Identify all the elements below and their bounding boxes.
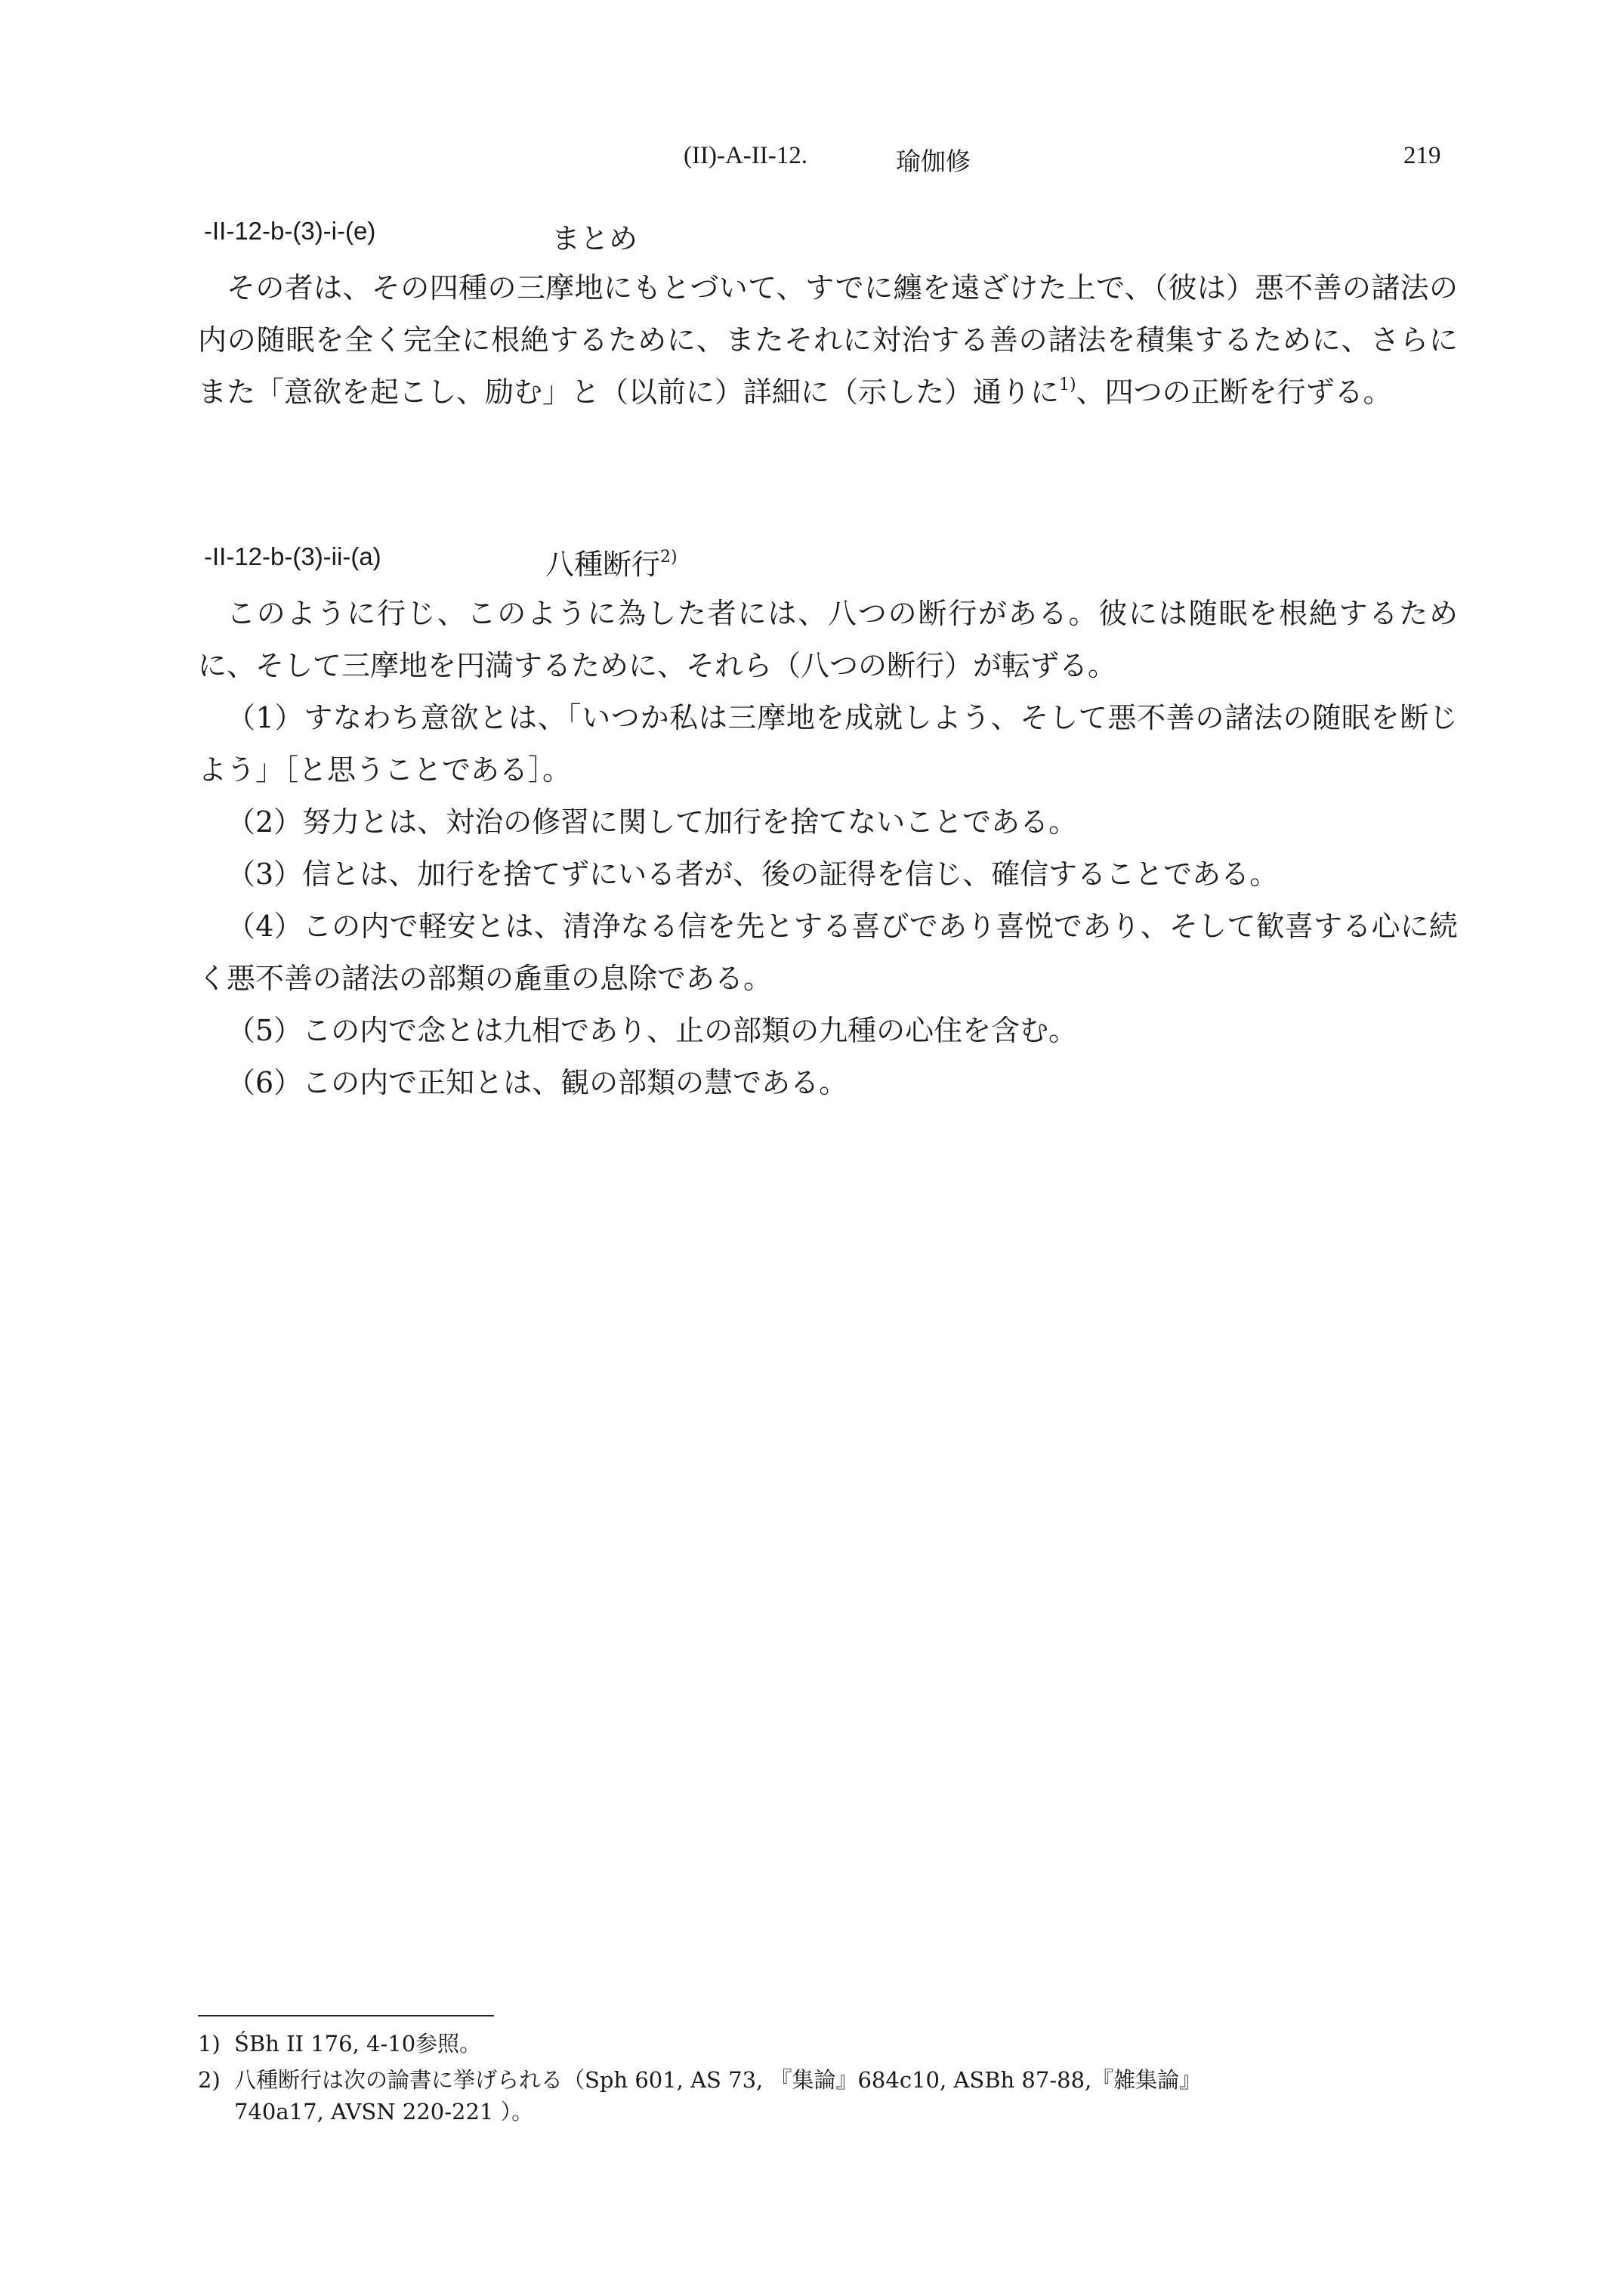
section-eight-practices [198, 542, 1458, 1109]
list-item: （2）努力とは、対治の修習に関して加行を捨てないことである。 [227, 805, 1078, 839]
page-number: 219 [1403, 142, 1441, 169]
list-item: （1）すなわち意欲とは、「いつか私は三摩地を成就しよう、そして悪不善の諸法の随眠を断じよう」［と思うことである］。 [198, 701, 1458, 786]
footnote-divider [198, 2015, 494, 2016]
section-summary [198, 217, 1458, 419]
running-head-section-ref: (II)-A-II-12. [684, 142, 807, 169]
list-item: （4）この内で軽安とは、清浄なる信を先とする喜びであり喜悦であり、そして歓喜する心に続く悪不善の諸法の部類の麁重の息除である。 [198, 910, 1458, 995]
section-title [545, 541, 678, 582]
body-paragraph [198, 262, 1458, 419]
list-item: （3）信とは、加行を捨てずにいる者が、後の証得を信じ、確信することである。 [227, 858, 1279, 891]
footnote-label: 1) [198, 2031, 221, 2057]
section-heading [198, 217, 1458, 262]
section-title-text: 八種断行 [545, 548, 661, 581]
paragraph-text: その者は、その四種の三摩地にもとづいて、すでに纏を遠ざけた上で、（彼は）悪不善の諸法の内の随眠を全く完全に根絶するために、またそれに対治する善の諸法を積集するために、さらにまた「意欲を起こし、励む」と（以前に）詳細に（示した）通りに [198, 271, 1458, 409]
footnote [198, 2028, 1458, 2060]
footnote-text: ŚBh II 176, 4-10参照。 [234, 2031, 482, 2057]
footnote-text: 八種断行は次の論書に挙げられる（Sph 601, AS 73, 『集論』684c10, ASBh 87-88,『雑集論』 [234, 2067, 1202, 2093]
body-paragraph: このように行じ、このように為した者には、八つの断行がある。彼には随眠を根絶するために、そして三摩地を円満するために、それら（八つの断行）が転ずる。 [198, 597, 1458, 682]
paragraph-text-end: 、四つの正断を行ずる。 [1076, 375, 1392, 409]
section-number: -II-12-b-(3)-i-(e) [204, 217, 376, 245]
footnote [198, 2064, 1458, 2128]
section-title-footnote-ref: 2) [660, 548, 678, 567]
footnote-label: 2) [198, 2067, 221, 2093]
section-number: -II-12-b-(3)-ii-(a) [204, 542, 381, 570]
footnote-ref: 1) [1059, 375, 1076, 394]
section-title-text: まとめ [551, 222, 638, 255]
section-heading [198, 542, 1458, 588]
list-item: （6）この内で正知とは、観の部類の慧である。 [227, 1066, 848, 1099]
footnote-text-continued: 740a17, AVSN 220-221 ）。 [234, 2099, 534, 2124]
running-head-title: 瑜伽修 [896, 147, 971, 176]
footnotes [198, 2028, 1458, 2132]
list-item: （5）この内で念とは九相であり、止の部類の九種の心住を含む。 [227, 1014, 1078, 1047]
section-title [551, 215, 638, 257]
